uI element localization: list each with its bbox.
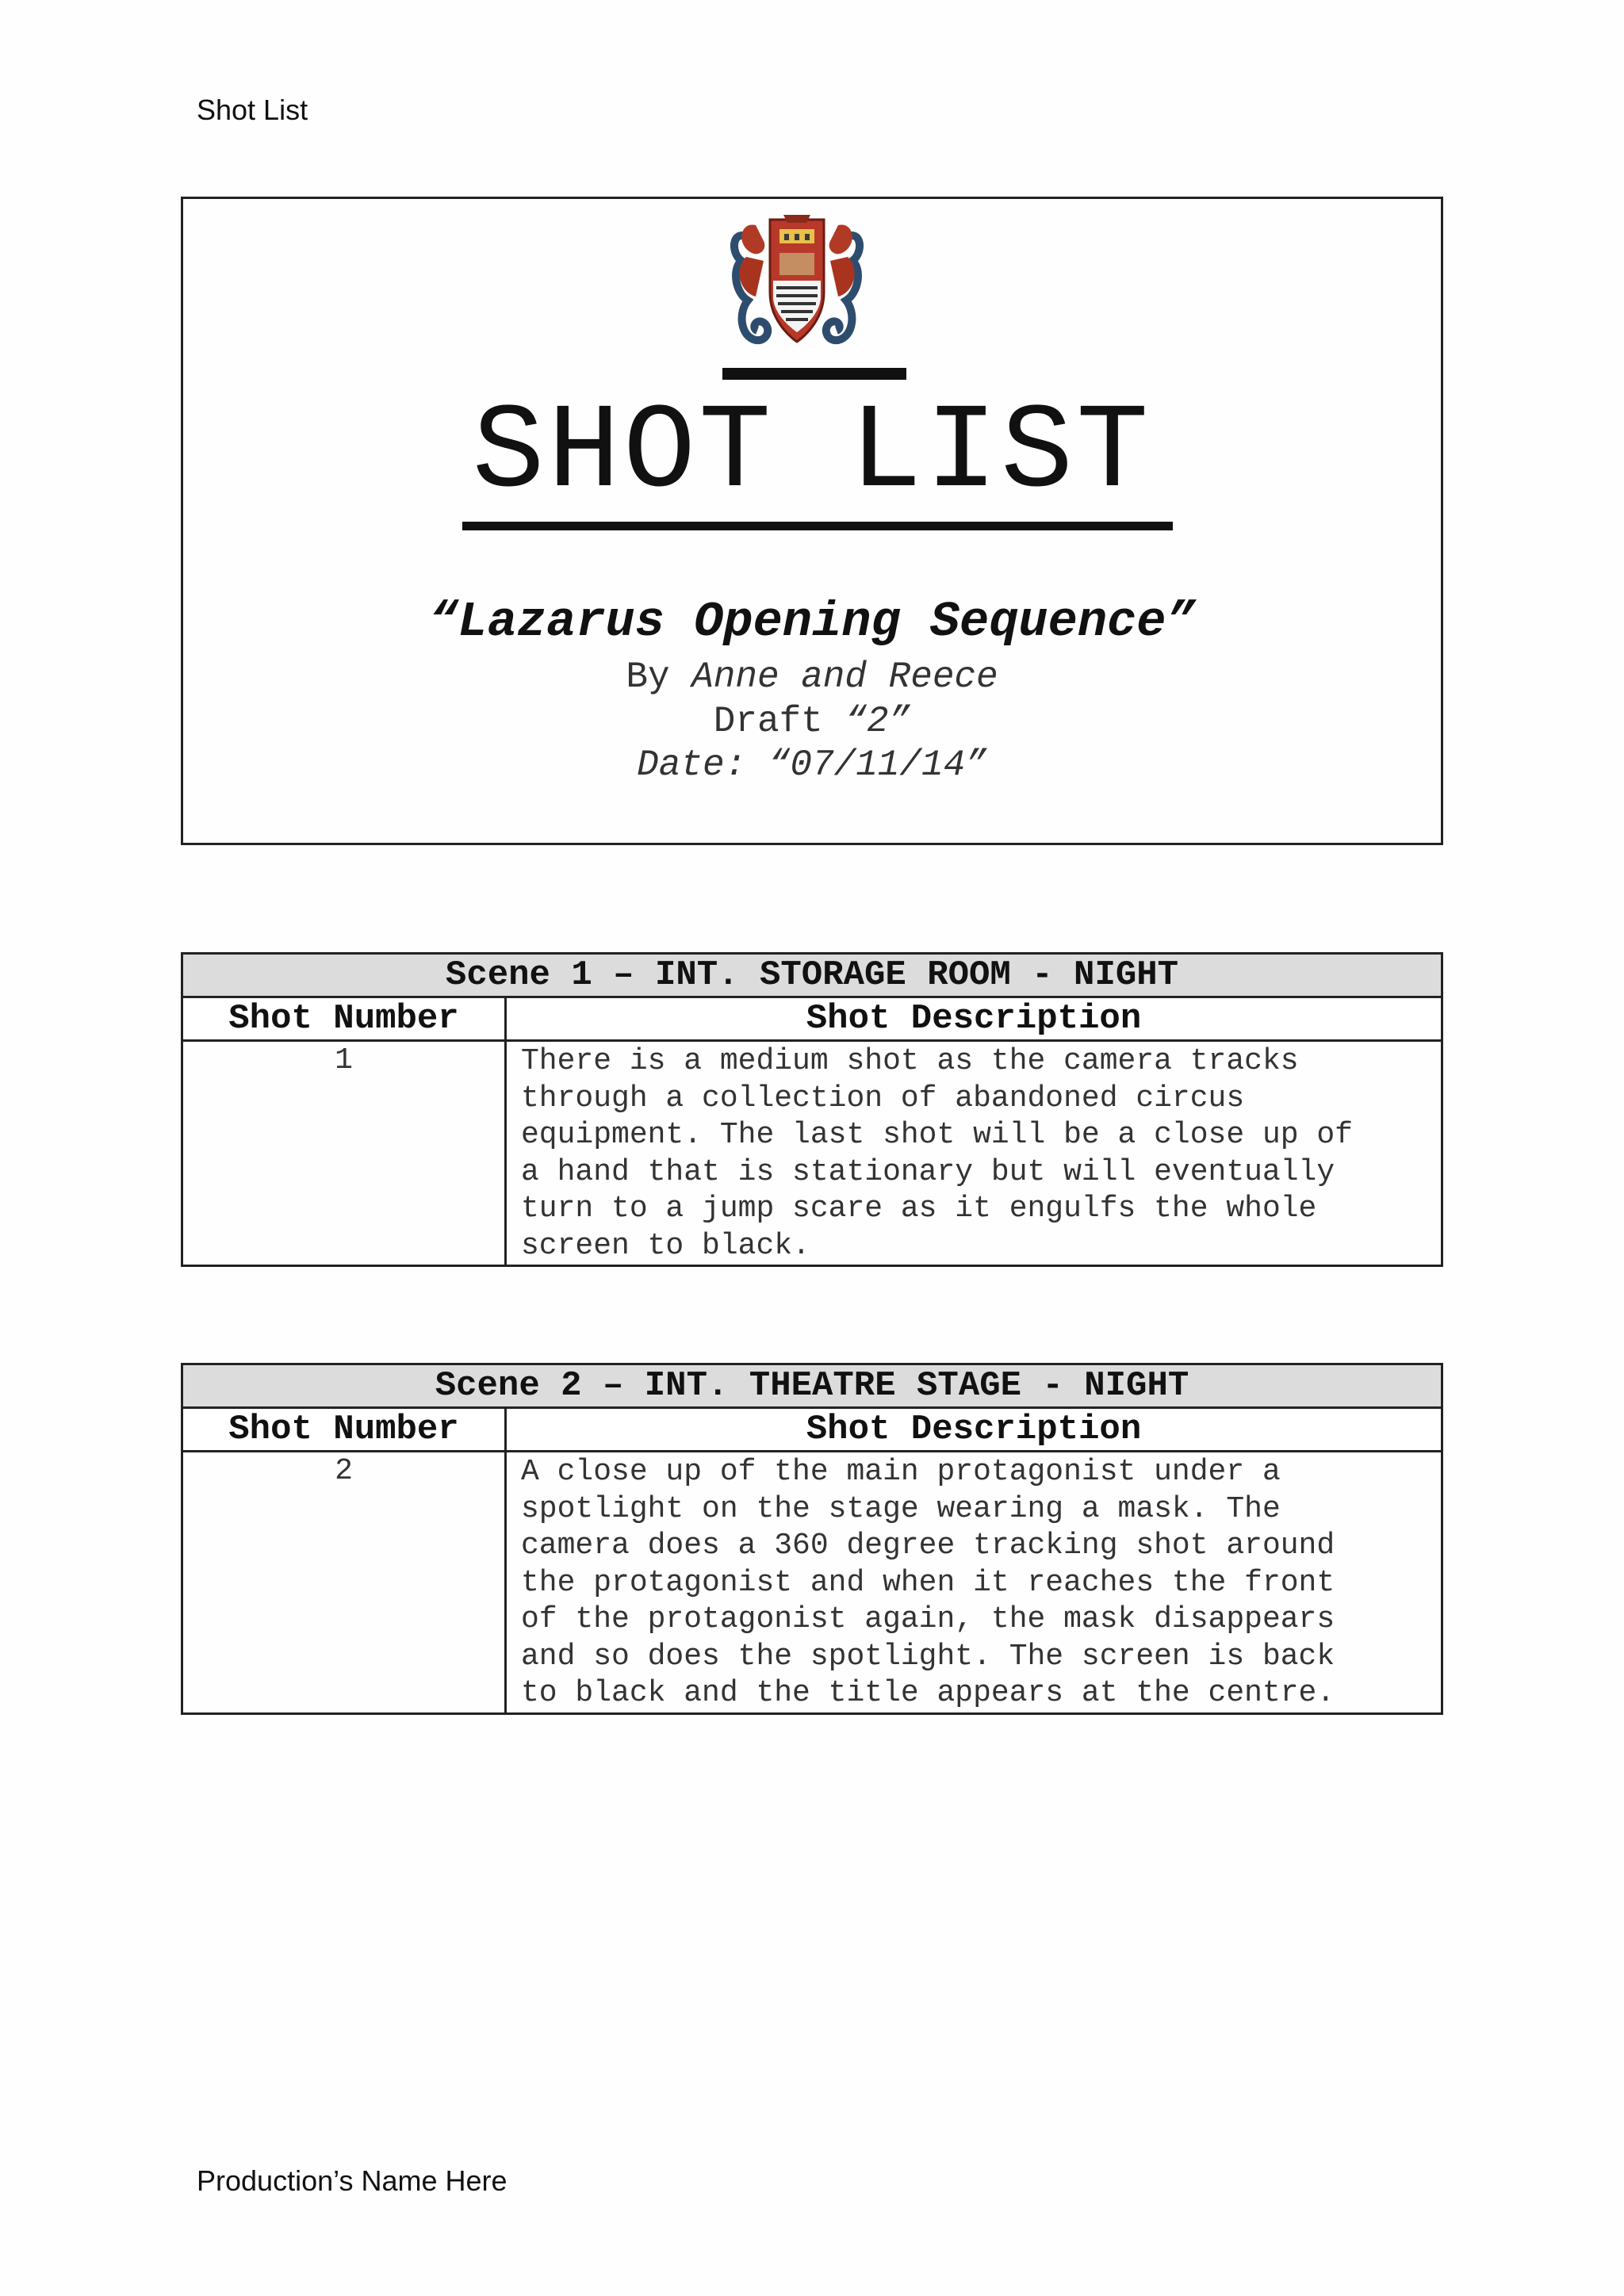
byline [183, 656, 1441, 698]
scene-heading: Scene 1 – INT. STORAGE ROOM - NIGHT [182, 954, 1442, 997]
column-header-shot-number: Shot Number [182, 997, 506, 1041]
document-title: SHOT LIST [472, 385, 1152, 522]
table-row [182, 1452, 1442, 1714]
column-header-shot-description: Shot Description [506, 997, 1442, 1041]
title-underline [462, 522, 1173, 530]
table-row [182, 1041, 1442, 1266]
draft-value: “2” [845, 701, 911, 742]
draft-line [183, 701, 1441, 742]
production-title: “Lazarus Opening Sequence” [428, 594, 1196, 650]
page-footer: Production’s Name Here [197, 2164, 508, 2197]
scene-heading: Scene 2 – INT. THEATRE STAGE - NIGHT [182, 1364, 1442, 1408]
scene-table [181, 952, 1443, 1267]
shot-description: There is a medium shot as the camera tracks through a collection of abandoned circus equipment. The last shot will be a close up of a hand that is stationary but will eventually turn to a jump scare as it engulfs the whole screen to black. [506, 1041, 1442, 1266]
byline-prefix: By [626, 656, 670, 698]
title-top-bar [722, 368, 906, 380]
page-header: Shot List [197, 94, 308, 126]
shot-description: A close up of the main protagonist under a spotlight on the stage wearing a mask. The camera does a 360 degree tracking shot around the protagonist and when it reaches the front of the protagonist again, the mask disappears and so does the spotlight. The screen is back to black and the title appears at the centre. [506, 1452, 1442, 1714]
title-block [181, 197, 1443, 845]
coat-of-arms-crest-icon [724, 205, 870, 356]
shot-number: 1 [182, 1041, 506, 1266]
shot-number: 2 [182, 1452, 506, 1714]
date-line: Date: “07/11/14” [637, 744, 987, 786]
column-header-shot-description: Shot Description [506, 1408, 1442, 1452]
scene-table [181, 1363, 1443, 1715]
draft-prefix: Draft [713, 701, 823, 742]
byline-authors: Anne and Reece [691, 656, 998, 698]
column-header-shot-number: Shot Number [182, 1408, 506, 1452]
